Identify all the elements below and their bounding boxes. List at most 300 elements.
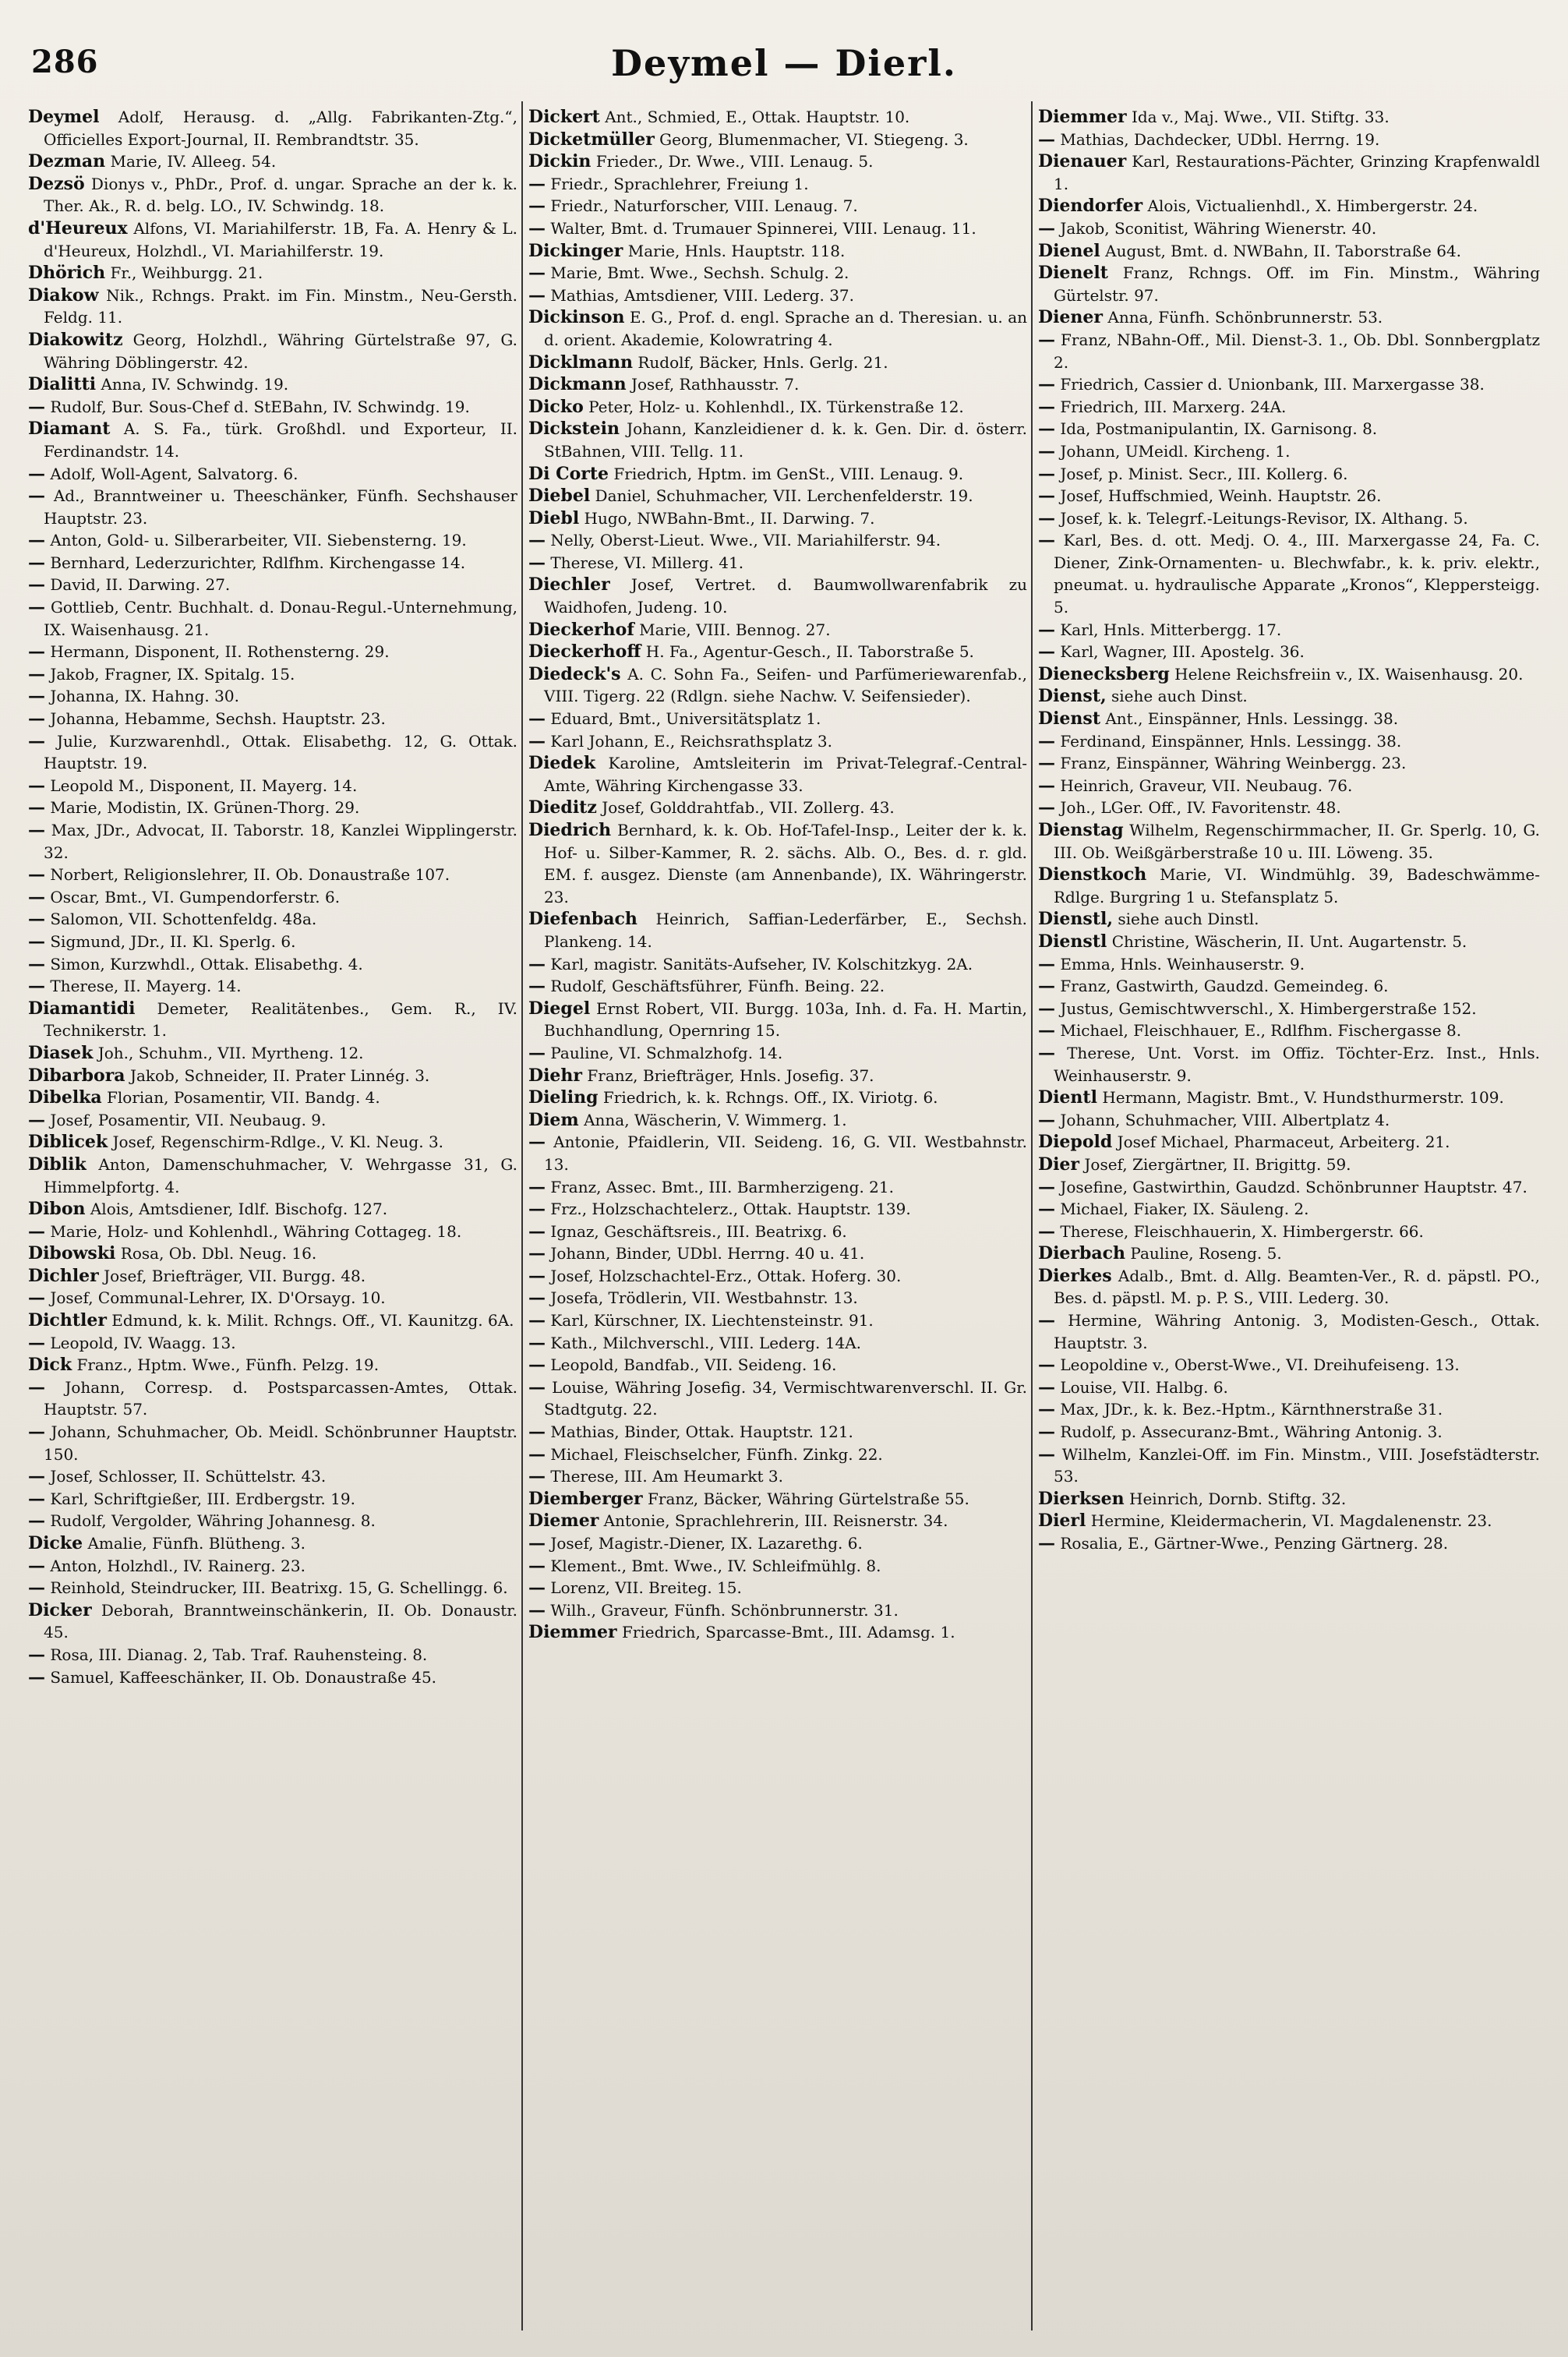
entry-details: Simon, Kurzwhdl., Ottak. Elisabethg. 4. [50, 954, 363, 974]
entry-surname: Diem [528, 1109, 579, 1130]
entry-surname: — [28, 463, 45, 484]
directory-entry [1038, 418, 1540, 440]
directory-entry [528, 552, 1027, 574]
entry-details: Max, JDr., k. k. Bez.-Hptm., Kärnthnerstraße 31. [1060, 1400, 1443, 1419]
entry-details: Jakob, Fragner, IX. Spitalg. 15. [50, 664, 295, 684]
entry-surname: — [1038, 1310, 1055, 1331]
entry-surname: Dienelt [1038, 263, 1108, 284]
directory-entry [528, 975, 1027, 998]
entry-details: Johanna, Hebamme, Sechsh. Hauptstr. 23. [50, 709, 386, 729]
entry-details: Josef, Golddrahtfab., VII. Zollerg. 43. [602, 798, 895, 818]
directory-entry [528, 1555, 1027, 1578]
column-2 [528, 106, 1027, 2335]
entry-surname: Dierksen [1038, 1488, 1125, 1509]
entry-details: Frz., Holzschachtelerz., Ottak. Hauptstr. 139. [550, 1200, 911, 1219]
directory-entry [528, 1332, 1027, 1355]
directory-entry [528, 730, 1027, 753]
entry-surname: — [1038, 775, 1055, 796]
entry-surname: — [28, 909, 45, 930]
entry-details: Adalb., Bmt. d. Allg. Beamten-Ver., R. d. päpstl. PO., Bes. d. päpstl. M. p. P. S., VIII. Lederg. 30. [1054, 1266, 1540, 1308]
entry-surname: — [28, 1221, 45, 1242]
directory-entry [28, 1287, 517, 1309]
entry-details: Joh., LGer. Off., IV. Favoritenstr. 48. [1060, 798, 1341, 818]
entry-details: Jakob, Sconitist, Währing Wienerstr. 40. [1060, 218, 1377, 238]
entry-surname: — [1038, 998, 1055, 1019]
entry-details: Josef, Posamentir, VII. Neubaug. 9. [50, 1110, 327, 1129]
directory-entry [1038, 106, 1540, 129]
directory-entry [1038, 217, 1540, 240]
directory-entry [28, 485, 517, 529]
directory-entry [528, 1532, 1027, 1555]
entry-surname: Diedek [528, 753, 596, 774]
directory-entry [528, 1287, 1027, 1309]
entry-details: David, II. Darwing. 27. [50, 575, 231, 595]
directory-entry [528, 150, 1027, 173]
directory-entry [1038, 1376, 1540, 1399]
directory-entry [528, 396, 1027, 419]
entry-details: Marie, VI. Windmühlg. 39, Badeschwämme-Rdlge. Burgring 1 u. Stefansplatz 5. [1054, 865, 1540, 906]
directory-entry [1038, 507, 1540, 530]
directory-entry [528, 217, 1027, 240]
entry-surname: — [28, 1376, 45, 1398]
entry-surname: — [528, 173, 546, 194]
entry-details: Friedr., Sprachlehrer, Freiung 1. [550, 174, 809, 193]
directory-entry [28, 262, 517, 284]
directory-entry [1038, 908, 1540, 931]
directory-entry [28, 529, 517, 552]
entry-surname: — [528, 1332, 546, 1353]
entry-details: Ernst Robert, VII. Burgg. 103a, Inh. d. Fa. H. Martin, Buchhandlung, Opernring 15. [544, 998, 1027, 1041]
directory-entry [528, 1065, 1027, 1087]
entry-details: Antonie, Sprachlehrerin, III. Reisnerstr. 34. [603, 1511, 948, 1531]
directory-entry [28, 1042, 517, 1065]
entry-surname: — [28, 820, 45, 840]
entry-details: siehe auch Dinstl. [1118, 910, 1259, 929]
entry-details: Anna, Wäscherin, V. Wimmerg. 1. [584, 1110, 847, 1129]
entry-surname: — [1038, 619, 1055, 640]
entry-details: Josef, Magistr.-Diener, IX. Lazarethg. 6. [550, 1534, 863, 1553]
entry-surname: Dicketmüller [528, 129, 655, 150]
directory-entry [28, 1065, 517, 1087]
entry-details: Josef, Huffschmied, Weinh. Hauptstr. 26. [1060, 486, 1382, 506]
entry-details: Karl, Schriftgießer, III. Erdbergstr. 19. [50, 1489, 355, 1508]
directory-entry [1038, 708, 1540, 730]
entry-details: Fr., Weihburgg. 21. [110, 263, 263, 283]
entry-surname: Diemer [528, 1511, 599, 1532]
directory-entry [528, 797, 1027, 819]
entry-details: Max, JDr., Advocat, II. Taborstr. 18, Kanzlei Wipplingerstr. 32. [44, 821, 517, 862]
entry-details: Therese, Fleischhauerin, X. Himbergerstr. 66. [1060, 1221, 1424, 1241]
entry-details: siehe auch Dinst. [1111, 687, 1248, 706]
entry-surname: — [1038, 730, 1055, 751]
entry-details: Ferdinand, Einspänner, Hnls. Lessingg. 38. [1060, 731, 1402, 751]
entry-details: Georg, Holzhdl., Währing Gürtelstraße 97, G. Währing Döblingerstr. 42. [44, 330, 517, 372]
entry-surname: — [28, 1422, 45, 1443]
directory-entry [28, 596, 517, 641]
entry-details: Franz, Bäcker, Währing Gürtelstraße 55. [648, 1489, 969, 1508]
entry-details: Mathias, Binder, Ottak. Hauptstr. 121. [550, 1422, 853, 1442]
directory-entry [28, 552, 517, 574]
directory-entry [1038, 864, 1540, 908]
entry-surname: — [528, 1221, 546, 1242]
directory-entry [528, 1599, 1027, 1622]
entry-surname: — [1038, 329, 1055, 350]
directory-entry [28, 418, 517, 462]
entry-surname: Diemmer [528, 1622, 617, 1643]
entry-details: Rudolf, Vergolder, Währing Johannesg. 8. [50, 1511, 376, 1531]
entry-details: Kath., Milchverschl., VIII. Lederg. 14A. [550, 1333, 862, 1352]
directory-entry [528, 1444, 1027, 1466]
entry-surname: — [1038, 507, 1055, 528]
directory-entry [528, 195, 1027, 217]
entry-details: E. G., Prof. d. engl. Sprache an d. Theresian. u. an d. orient. Akademie, Kolowratring 4. [544, 308, 1027, 349]
entry-surname: — [528, 1444, 546, 1465]
directory-entry [528, 663, 1027, 708]
directory-entry [1038, 819, 1540, 864]
entry-surname: — [1038, 1109, 1055, 1130]
entry-details: Demeter, Realitätenbes., Gem. R., IV. Technikerstr. 1. [44, 998, 517, 1041]
entry-surname: Dichler [28, 1265, 99, 1286]
entry-surname: — [28, 1578, 45, 1599]
directory-entry [528, 1042, 1027, 1065]
directory-entry [28, 1154, 517, 1198]
entry-surname: — [28, 1666, 45, 1687]
entry-details: Karoline, Amtsleiterin im Privat-Telegraf.-Central-Amte, Währing Kirchengasse 33. [544, 754, 1027, 795]
directory-entry [28, 975, 517, 998]
entry-details: Leopold, IV. Waagg. 13. [50, 1333, 236, 1352]
entry-details: Rudolf, Bur. Sous-Chef d. StEBahn, IV. Schwindg. 19. [50, 397, 470, 416]
entry-surname: Dickert [528, 107, 600, 127]
entry-surname: Dezsö [28, 173, 85, 194]
directory-entry [1038, 953, 1540, 976]
directory-entry [28, 1510, 517, 1532]
entry-details: Rudolf, Bäcker, Hnls. Gerlg. 21. [637, 352, 888, 372]
entry-details: Heinrich, Dornb. Stiftg. 32. [1129, 1489, 1347, 1508]
entry-details: Ant., Schmied, E., Ottak. Hauptstr. 10. [605, 108, 910, 126]
directory-entry [528, 1131, 1027, 1175]
directory-entry [528, 1242, 1027, 1265]
entry-surname: Diemmer [1038, 107, 1127, 127]
entry-details: Pauline, Roseng. 5. [1130, 1244, 1282, 1263]
entry-details: A. S. Fa., türk. Großhdl. und Exporteur, II. Ferdinandstr. 14. [44, 419, 517, 461]
directory-entry [528, 1265, 1027, 1288]
directory-entry [528, 752, 1027, 797]
directory-entry [28, 574, 517, 596]
directory-entry [1038, 1510, 1540, 1532]
entry-surname: Dierkes [1038, 1265, 1112, 1286]
entry-details: Heinrich, Saffian-Lederfärber, E., Sechsh. Plankeng. 14. [544, 910, 1027, 951]
directory-entry [28, 284, 517, 329]
entry-surname: Dientl [1038, 1087, 1097, 1108]
entry-details: Josef, Holzschachtel-Erz., Ottak. Hoferg. 30. [550, 1266, 902, 1285]
directory-entry [1038, 1087, 1540, 1109]
entry-surname: — [28, 574, 45, 595]
entry-surname: — [28, 663, 45, 684]
entry-surname: — [28, 976, 45, 997]
directory-entry [28, 463, 517, 486]
entry-details: Antonie, Pfaidlerin, VII. Seideng. 16, G. VII. Westbahnstr. 13. [544, 1133, 1027, 1174]
entry-details: Ida, Postmanipulantin, IX. Garnisong. 8. [1060, 419, 1378, 439]
entry-details: Alois, Amtsdiener, Idlf. Bischofg. 127. [90, 1200, 388, 1219]
entry-surname: Diechler [528, 574, 610, 595]
entry-surname: — [528, 284, 546, 306]
directory-entry [1038, 797, 1540, 819]
directory-entry [1038, 1532, 1540, 1555]
entry-details: Salomon, VII. Schottenfeldg. 48a. [50, 910, 317, 929]
directory-entry [28, 797, 517, 819]
entry-surname: Dienstag [1038, 820, 1124, 840]
directory-entry [1038, 685, 1540, 708]
entry-details: Justus, Gemischtwverschl., X. Himbergerstraße 152. [1060, 998, 1477, 1018]
entry-details: Franz, NBahn-Off., Mil. Dienst-3. 1., Ob. Dbl. Sonnbergplatz 2. [1054, 330, 1540, 372]
directory-entry [1038, 129, 1540, 151]
entry-surname: — [1038, 1042, 1055, 1063]
entry-details: Michael, Fleischselcher, Fünfh. Zinkg. 22. [550, 1444, 883, 1464]
directory-entry [1038, 1488, 1540, 1511]
entry-details: Wilhelm, Regenschirmmacher, II. Gr. Sperlg. 10, G. III. Ob. Weißgärberstraße 10 u. III. Löweng. 35. [1054, 821, 1540, 862]
entry-surname: Dienecksberg [1038, 663, 1170, 684]
entry-surname: Dibon [28, 1199, 86, 1220]
entry-surname: — [28, 1555, 45, 1576]
column-rule [1031, 101, 1033, 2330]
entry-details: Wilh., Graveur, Fünfh. Schönbrunnerstr. 31. [550, 1600, 899, 1620]
directory-entry [1038, 150, 1540, 195]
directory-entry [1038, 1042, 1540, 1087]
directory-entry [1038, 931, 1540, 953]
entry-surname: — [528, 1355, 546, 1376]
entry-details: Alfons, VI. Mariahilferstr. 1B, Fa. A. Henry & L. d'Heureux, Holzhdl., VI. Mariahilferstr. 19. [44, 218, 517, 260]
directory-entry [28, 931, 517, 953]
directory-entry [28, 775, 517, 797]
entry-surname: Diegel [528, 998, 591, 1019]
directory-entry [28, 730, 517, 775]
directory-entry [1038, 730, 1540, 753]
entry-surname: — [528, 1422, 546, 1443]
directory-entry [28, 373, 517, 396]
entry-details: Franz, Gastwirth, Gaudzd. Gemeindeg. 6. [1060, 977, 1389, 996]
entry-details: Dionys v., PhDr., Prof. d. ungar. Sprache an der k. k. Ther. Ak., R. d. belg. LO., IV. Schwindg. 18. [44, 174, 517, 216]
entry-details: Christine, Wäscherin, II. Unt. Augartenstr. 5. [1111, 931, 1467, 951]
entry-surname: — [528, 976, 546, 997]
entry-details: Rosa, III. Dianag. 2, Tab. Traf. Rauhensteing. 8. [50, 1645, 428, 1664]
entry-surname: — [1038, 1020, 1055, 1041]
entry-surname: — [28, 1466, 45, 1487]
entry-surname: Dieling [528, 1087, 599, 1108]
entry-details: Friedrich, III. Marxerg. 24A. [1060, 397, 1287, 416]
entry-surname: — [1038, 797, 1055, 818]
entry-details: Josef, Rathhausstr. 7. [630, 375, 800, 394]
directory-entry [28, 1265, 517, 1288]
entry-details: Josef, k. k. Telegrf.-Leitungs-Revisor, IX. Althang. 5. [1060, 508, 1468, 528]
entry-surname: Diedeck's [528, 663, 621, 684]
entry-surname: — [1038, 1221, 1055, 1242]
entry-details: Franz, Briefträger, Hnls. Josefig. 37. [587, 1065, 874, 1085]
entry-surname: Dialitti [28, 374, 97, 395]
directory-entry [528, 1488, 1027, 1511]
entry-details: Karl, magistr. Sanitäts-Aufseher, IV. Kolschitzkyg. 2A. [550, 954, 973, 974]
entry-details: Hermine, Kleidermacherin, VI. Magdalenenstr. 23. [1090, 1511, 1492, 1531]
entry-details: Josef, Schlosser, II. Schüttelstr. 43. [50, 1467, 327, 1486]
directory-entry [1038, 1109, 1540, 1132]
entry-surname: — [28, 953, 45, 974]
running-head: Deymel — Dierl. [611, 42, 957, 84]
directory-entry [28, 864, 517, 886]
entry-details: Leopoldine v., Oberst-Wwe., VI. Dreihufeiseng. 13. [1060, 1355, 1460, 1375]
directory-entry [528, 1465, 1027, 1488]
entry-surname: — [1038, 374, 1055, 395]
entry-details: Wilhelm, Kanzlei-Off. im Fin. Minstm., VIII. Josefstädterstr. 53. [1054, 1444, 1540, 1486]
entry-surname: Dhörich [28, 263, 106, 284]
entry-details: Ad., Branntweiner u. Theeschänker, Fünfh. Sechshauser Hauptstr. 23. [44, 486, 517, 528]
entry-details: Friedrich, Hptm. im GenSt., VIII. Lenaug. 9. [613, 464, 964, 483]
entry-surname: — [1038, 641, 1055, 663]
directory-entry [28, 1644, 517, 1666]
entry-details: Peter, Holz- u. Kohlenhdl., IX. Türkenstraße 12. [588, 397, 964, 416]
entry-surname: — [528, 530, 546, 551]
entry-surname: Diasek [28, 1042, 94, 1063]
entry-surname: Dienel [1038, 240, 1100, 261]
entry-details: Helene Reichsfreiin v., IX. Waisenhausg. 20. [1174, 664, 1524, 684]
entry-surname: — [528, 1288, 546, 1309]
directory-entry [528, 1198, 1027, 1221]
column-3 [1038, 106, 1540, 2335]
entry-surname: Dicker [28, 1599, 92, 1620]
directory-entry [528, 1354, 1027, 1376]
entry-surname: Dieckerhof [528, 619, 634, 640]
entry-details: H. Fa., Agentur-Gesch., II. Taborstraße 5. [645, 642, 974, 662]
entry-details: Jakob, Schneider, II. Prater Linnég. 3. [129, 1065, 430, 1085]
directory-entry [528, 418, 1027, 462]
directory-entry [28, 908, 517, 931]
entry-surname: Deymel [28, 107, 100, 127]
directory-entry [528, 908, 1027, 952]
entry-details: Karl, Bes. d. ott. Medj. O. 4., III. Marxergasse 24, Fa. C. Diener, Zink-Ornamenten- u. Blechwfabr., k. k. priv. elektr., pneumat. u. hydraulische Apparate „Kronos“, Kleppersteigg. 5. [1054, 531, 1540, 617]
entry-details: Marie, Holz- und Kohlenhdl., Währing Cottageg. 18. [50, 1221, 462, 1241]
directory-entry [28, 1555, 517, 1578]
entry-details: Walter, Bmt. d. Trumauer Spinnerei, VIII. Lenaug. 11. [550, 218, 976, 238]
directory-entry [528, 1421, 1027, 1444]
directory-entry [28, 819, 517, 864]
entry-surname: — [1038, 953, 1055, 974]
entry-details: Karl Johann, E., Reichsrathsplatz 3. [550, 731, 832, 751]
entry-details: Lorenz, VII. Breiteg. 15. [550, 1578, 742, 1598]
directory-entry [28, 1332, 517, 1355]
directory-entry [1038, 373, 1540, 396]
entry-surname: — [528, 1042, 546, 1063]
entry-surname: Diakow [28, 284, 99, 306]
entry-surname: Dienst [1038, 709, 1100, 730]
entry-details: Adolf, Woll-Agent, Salvatorg. 6. [50, 464, 298, 483]
entry-surname: — [528, 1599, 546, 1620]
entry-surname: — [1038, 129, 1055, 150]
entry-surname: Diemberger [528, 1488, 643, 1509]
entry-details: Karl, Wagner, III. Apostelg. 36. [1060, 642, 1305, 662]
directory-entry [28, 1465, 517, 1488]
entry-surname: — [1038, 1355, 1055, 1376]
entry-surname: — [528, 730, 546, 751]
directory-entry [1038, 396, 1540, 419]
directory-entry [528, 1309, 1027, 1332]
entry-surname: Diamantidi [28, 998, 136, 1019]
entry-details: Anna, IV. Schwindg. 19. [101, 375, 289, 394]
directory-entry [28, 1376, 517, 1421]
entry-surname: Diefenbach [528, 909, 637, 930]
directory-entry [1038, 1198, 1540, 1221]
entry-details: August, Bmt. d. NWBahn, II. Taborstraße 64. [1105, 241, 1462, 260]
entry-surname: — [1038, 1399, 1055, 1420]
entry-surname: — [528, 1243, 546, 1264]
entry-surname: Diehr [528, 1065, 583, 1086]
entry-surname: Dicke [28, 1533, 83, 1553]
directory-entry [528, 129, 1027, 151]
entry-details: Louise, VII. Halbg. 6. [1060, 1377, 1228, 1397]
entry-surname: — [528, 1578, 546, 1599]
directory-entry [28, 641, 517, 663]
entry-details: Deborah, Branntweinschänkerin, II. Ob. Donaustr. 45. [44, 1600, 517, 1642]
directory-entry [28, 1421, 517, 1465]
directory-entry [1038, 619, 1540, 641]
entry-details: Nelly, Oberst-Lieut. Wwe., VII. Mariahilferstr. 94. [550, 531, 941, 550]
entry-surname: — [28, 1109, 45, 1130]
entry-details: Friedr., Naturforscher, VIII. Lenaug. 7. [550, 196, 858, 216]
entry-surname: — [28, 530, 45, 551]
directory-entry [28, 663, 517, 686]
entry-surname: — [28, 931, 45, 952]
directory-entry [528, 619, 1027, 641]
entry-details: Josefa, Trödlerin, VII. Westbahnstr. 13. [550, 1288, 858, 1308]
page-number: 286 [31, 44, 99, 80]
directory-entry [28, 708, 517, 730]
entry-details: Marie, VIII. Bennog. 27. [639, 620, 831, 639]
directory-entry [528, 708, 1027, 730]
entry-details: Hermann, Magistr. Bmt., V. Hundsthurmerstr. 109. [1102, 1088, 1504, 1108]
entry-details: Eduard, Bmt., Universitätsplatz 1. [550, 709, 821, 729]
entry-details: Marie, Modistin, IX. Grünen-Thorg. 29. [50, 798, 360, 818]
entry-surname: — [28, 1332, 45, 1353]
entry-details: Therese, VI. Millerg. 41. [550, 553, 744, 572]
directory-entry [1038, 975, 1540, 998]
directory-entry [1038, 1309, 1540, 1354]
entry-surname: Dickinson [528, 307, 625, 328]
entry-surname: — [28, 552, 45, 573]
entry-details: Franz, Rchngs. Off. im Fin. Minstm., Währing Gürtelstr. 97. [1054, 263, 1540, 305]
directory-entry [528, 1376, 1027, 1421]
directory-entry [1038, 262, 1540, 306]
directory-entry [528, 953, 1027, 976]
entry-details: Daniel, Schuhmacher, VII. Lerchenfelderstr. 19. [595, 486, 973, 506]
entry-surname: — [1038, 1422, 1055, 1443]
directory-entry [1038, 1421, 1540, 1444]
directory-entry [1038, 775, 1540, 797]
entry-surname: — [1038, 1176, 1055, 1197]
directory-entry [528, 106, 1027, 129]
entry-surname: — [28, 775, 45, 796]
entry-surname: Dezman [28, 151, 106, 172]
entry-surname: Dieckerhoff [528, 641, 641, 663]
entry-surname: — [528, 1199, 546, 1220]
entry-details: Friedrich, Sparcasse-Bmt., III. Adamsg. 1. [621, 1623, 955, 1642]
directory-entry [1038, 306, 1540, 329]
entry-surname: — [28, 886, 45, 907]
entry-surname: — [28, 1288, 45, 1309]
entry-surname: — [28, 1511, 45, 1532]
entry-details: Leopold M., Disponent, II. Mayerg. 14. [50, 776, 358, 795]
entry-details: Mathias, Dachdecker, UDbl. Herrng. 19. [1060, 129, 1380, 149]
directory-entry [1038, 529, 1540, 618]
entry-surname: Dienst, [1038, 686, 1107, 707]
entry-surname: — [528, 263, 546, 284]
entry-surname: Dickmann [528, 374, 627, 395]
